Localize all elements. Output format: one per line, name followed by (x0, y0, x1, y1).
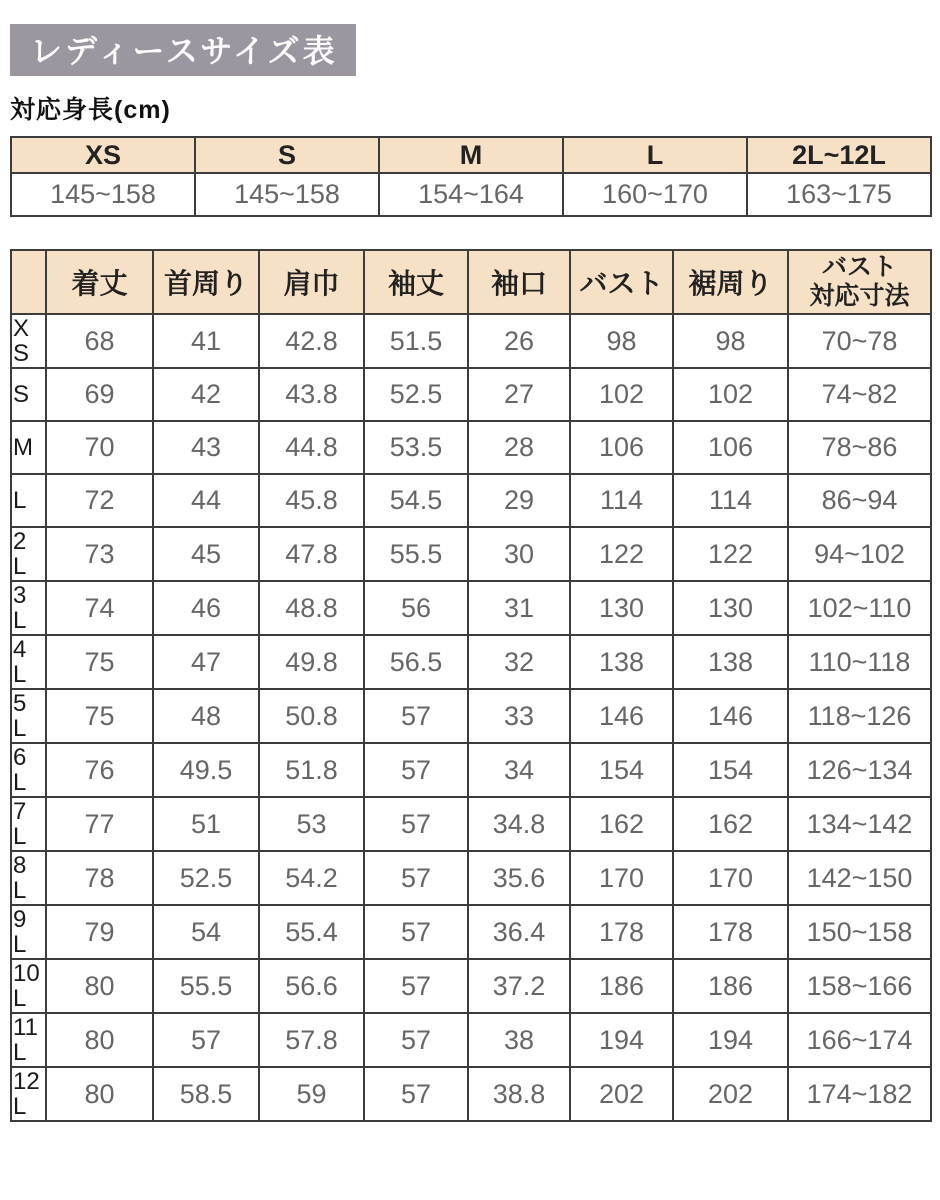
size-value-cell: 50.8 (259, 689, 364, 743)
size-value-cell: 77 (46, 797, 153, 851)
size-value-cell: 49.8 (259, 635, 364, 689)
size-value-cell: 75 (46, 689, 153, 743)
size-column-header: 袖丈 (364, 250, 468, 314)
size-column-header: 首周り (153, 250, 259, 314)
size-value-cell: 38 (468, 1013, 570, 1067)
size-value-cell: 80 (46, 1013, 153, 1067)
size-value-cell: 41 (153, 314, 259, 368)
size-value-cell: 48 (153, 689, 259, 743)
height-column-header: XS (11, 137, 195, 173)
size-value-cell: 110~118 (788, 635, 931, 689)
page-title: レディースサイズ表 (10, 24, 356, 76)
size-value-cell: 102~110 (788, 581, 931, 635)
size-row-label: X S (11, 314, 46, 368)
size-value-cell: 170 (570, 851, 673, 905)
size-value-cell: 59 (259, 1067, 364, 1121)
size-value-cell: 43.8 (259, 368, 364, 421)
size-value-cell: 194 (673, 1013, 788, 1067)
size-value-cell: 56.5 (364, 635, 468, 689)
size-value-cell: 51 (153, 797, 259, 851)
size-value-cell: 56 (364, 581, 468, 635)
size-table-row (11, 474, 931, 527)
size-column-header: 着丈 (46, 250, 153, 314)
size-table-row (11, 743, 931, 797)
size-value-cell: 162 (673, 797, 788, 851)
size-value-cell: 154 (673, 743, 788, 797)
size-value-cell: 202 (673, 1067, 788, 1121)
size-row-label: S (11, 368, 46, 421)
size-value-cell: 44.8 (259, 421, 364, 474)
size-row-label: 3 L (11, 581, 46, 635)
height-section-label: 対応身長(cm) (10, 96, 171, 124)
size-column-header (11, 250, 46, 314)
height-column-header: S (195, 137, 379, 173)
size-value-cell: 162 (570, 797, 673, 851)
size-value-cell: 98 (673, 314, 788, 368)
size-table-row (11, 635, 931, 689)
size-table-row (11, 797, 931, 851)
size-value-cell: 178 (673, 905, 788, 959)
size-value-cell: 74 (46, 581, 153, 635)
size-value-cell: 158~166 (788, 959, 931, 1013)
size-value-cell: 27 (468, 368, 570, 421)
size-value-cell: 52.5 (364, 368, 468, 421)
size-value-cell: 36.4 (468, 905, 570, 959)
size-value-cell: 114 (570, 474, 673, 527)
size-value-cell: 30 (468, 527, 570, 581)
size-value-cell: 114 (673, 474, 788, 527)
size-value-cell: 138 (570, 635, 673, 689)
size-value-cell: 55.5 (364, 527, 468, 581)
size-value-cell: 57 (364, 1013, 468, 1067)
size-value-cell: 134~142 (788, 797, 931, 851)
height-value-cell: 163~175 (747, 173, 931, 216)
size-value-cell: 150~158 (788, 905, 931, 959)
size-value-cell: 57 (364, 851, 468, 905)
size-value-cell: 102 (673, 368, 788, 421)
size-value-cell: 146 (673, 689, 788, 743)
size-value-cell: 47.8 (259, 527, 364, 581)
size-value-cell: 54.5 (364, 474, 468, 527)
size-table-row (11, 689, 931, 743)
size-value-cell: 94~102 (788, 527, 931, 581)
size-value-cell: 80 (46, 1067, 153, 1121)
size-value-cell: 57 (364, 797, 468, 851)
size-value-cell: 29 (468, 474, 570, 527)
size-value-cell: 32 (468, 635, 570, 689)
size-column-header: バスト (570, 250, 673, 314)
size-value-cell: 45 (153, 527, 259, 581)
size-value-cell: 118~126 (788, 689, 931, 743)
size-value-cell: 44 (153, 474, 259, 527)
size-table-row (11, 851, 931, 905)
height-column-header: 2L~12L (747, 137, 931, 173)
size-value-cell: 79 (46, 905, 153, 959)
size-value-cell: 76 (46, 743, 153, 797)
size-value-cell: 53 (259, 797, 364, 851)
size-value-cell: 57 (364, 689, 468, 743)
size-table (10, 249, 932, 1122)
size-value-cell: 122 (570, 527, 673, 581)
size-value-cell: 130 (570, 581, 673, 635)
size-row-label: 12 L (11, 1067, 46, 1121)
size-table-row (11, 1013, 931, 1067)
size-value-cell: 58.5 (153, 1067, 259, 1121)
size-value-cell: 34.8 (468, 797, 570, 851)
size-table-row (11, 1067, 931, 1121)
size-value-cell: 98 (570, 314, 673, 368)
size-column-header: 袖口 (468, 250, 570, 314)
size-value-cell: 52.5 (153, 851, 259, 905)
height-table (10, 136, 932, 217)
size-table-row (11, 314, 931, 368)
size-value-cell: 46 (153, 581, 259, 635)
size-table-header-row (11, 250, 931, 314)
size-value-cell: 42 (153, 368, 259, 421)
size-table-row (11, 905, 931, 959)
size-value-cell: 31 (468, 581, 570, 635)
size-value-cell: 70 (46, 421, 153, 474)
height-column-header: L (563, 137, 747, 173)
size-value-cell: 55.4 (259, 905, 364, 959)
size-value-cell: 75 (46, 635, 153, 689)
height-value-cell: 145~158 (195, 173, 379, 216)
size-row-label: 11 L (11, 1013, 46, 1067)
size-value-cell: 54.2 (259, 851, 364, 905)
size-value-cell: 34 (468, 743, 570, 797)
size-value-cell: 57 (364, 1067, 468, 1121)
size-value-cell: 72 (46, 474, 153, 527)
size-value-cell: 126~134 (788, 743, 931, 797)
size-value-cell: 106 (570, 421, 673, 474)
size-value-cell: 35.6 (468, 851, 570, 905)
size-value-cell: 45.8 (259, 474, 364, 527)
size-value-cell: 174~182 (788, 1067, 931, 1121)
size-value-cell: 54 (153, 905, 259, 959)
size-row-label: M (11, 421, 46, 474)
size-value-cell: 69 (46, 368, 153, 421)
size-value-cell: 178 (570, 905, 673, 959)
size-value-cell: 53.5 (364, 421, 468, 474)
size-row-label: 5 L (11, 689, 46, 743)
size-value-cell: 38.8 (468, 1067, 570, 1121)
size-value-cell: 170 (673, 851, 788, 905)
size-value-cell: 57 (364, 905, 468, 959)
size-value-cell: 26 (468, 314, 570, 368)
size-value-cell: 57 (153, 1013, 259, 1067)
size-row-label: 4 L (11, 635, 46, 689)
size-value-cell: 186 (673, 959, 788, 1013)
size-value-cell: 33 (468, 689, 570, 743)
size-row-label: 9 L (11, 905, 46, 959)
size-value-cell: 86~94 (788, 474, 931, 527)
size-value-cell: 42.8 (259, 314, 364, 368)
size-value-cell: 106 (673, 421, 788, 474)
height-column-header: M (379, 137, 563, 173)
height-table-value-row (11, 173, 931, 216)
size-value-cell: 43 (153, 421, 259, 474)
size-row-label: L (11, 474, 46, 527)
size-value-cell: 56.6 (259, 959, 364, 1013)
size-value-cell: 138 (673, 635, 788, 689)
height-table-header-row (11, 137, 931, 173)
size-value-cell: 80 (46, 959, 153, 1013)
size-value-cell: 102 (570, 368, 673, 421)
size-value-cell: 146 (570, 689, 673, 743)
size-value-cell: 57 (364, 959, 468, 1013)
size-row-label: 2 L (11, 527, 46, 581)
size-table-row (11, 581, 931, 635)
size-value-cell: 48.8 (259, 581, 364, 635)
size-value-cell: 194 (570, 1013, 673, 1067)
size-value-cell: 78 (46, 851, 153, 905)
size-column-header: バスト 対応寸法 (788, 250, 931, 314)
size-column-header: 肩巾 (259, 250, 364, 314)
size-value-cell: 186 (570, 959, 673, 1013)
size-value-cell: 55.5 (153, 959, 259, 1013)
size-value-cell: 70~78 (788, 314, 931, 368)
size-value-cell: 51.5 (364, 314, 468, 368)
size-value-cell: 154 (570, 743, 673, 797)
size-value-cell: 51.8 (259, 743, 364, 797)
size-value-cell: 73 (46, 527, 153, 581)
size-value-cell: 130 (673, 581, 788, 635)
size-value-cell: 28 (468, 421, 570, 474)
size-value-cell: 142~150 (788, 851, 931, 905)
size-column-header: 裾周り (673, 250, 788, 314)
size-value-cell: 78~86 (788, 421, 931, 474)
size-value-cell: 68 (46, 314, 153, 368)
size-value-cell: 202 (570, 1067, 673, 1121)
size-table-row (11, 527, 931, 581)
size-row-label: 8 L (11, 851, 46, 905)
size-table-row (11, 421, 931, 474)
height-value-cell: 145~158 (11, 173, 195, 216)
size-table-body (11, 314, 931, 1121)
size-row-label: 6 L (11, 743, 46, 797)
size-value-cell: 49.5 (153, 743, 259, 797)
size-table-row (11, 959, 931, 1013)
size-value-cell: 166~174 (788, 1013, 931, 1067)
size-value-cell: 37.2 (468, 959, 570, 1013)
size-row-label: 7 L (11, 797, 46, 851)
height-value-cell: 154~164 (379, 173, 563, 216)
size-value-cell: 74~82 (788, 368, 931, 421)
size-value-cell: 57 (364, 743, 468, 797)
size-row-label: 10 L (11, 959, 46, 1013)
size-value-cell: 47 (153, 635, 259, 689)
size-table-row (11, 368, 931, 421)
size-value-cell: 122 (673, 527, 788, 581)
size-value-cell: 57.8 (259, 1013, 364, 1067)
height-value-cell: 160~170 (563, 173, 747, 216)
